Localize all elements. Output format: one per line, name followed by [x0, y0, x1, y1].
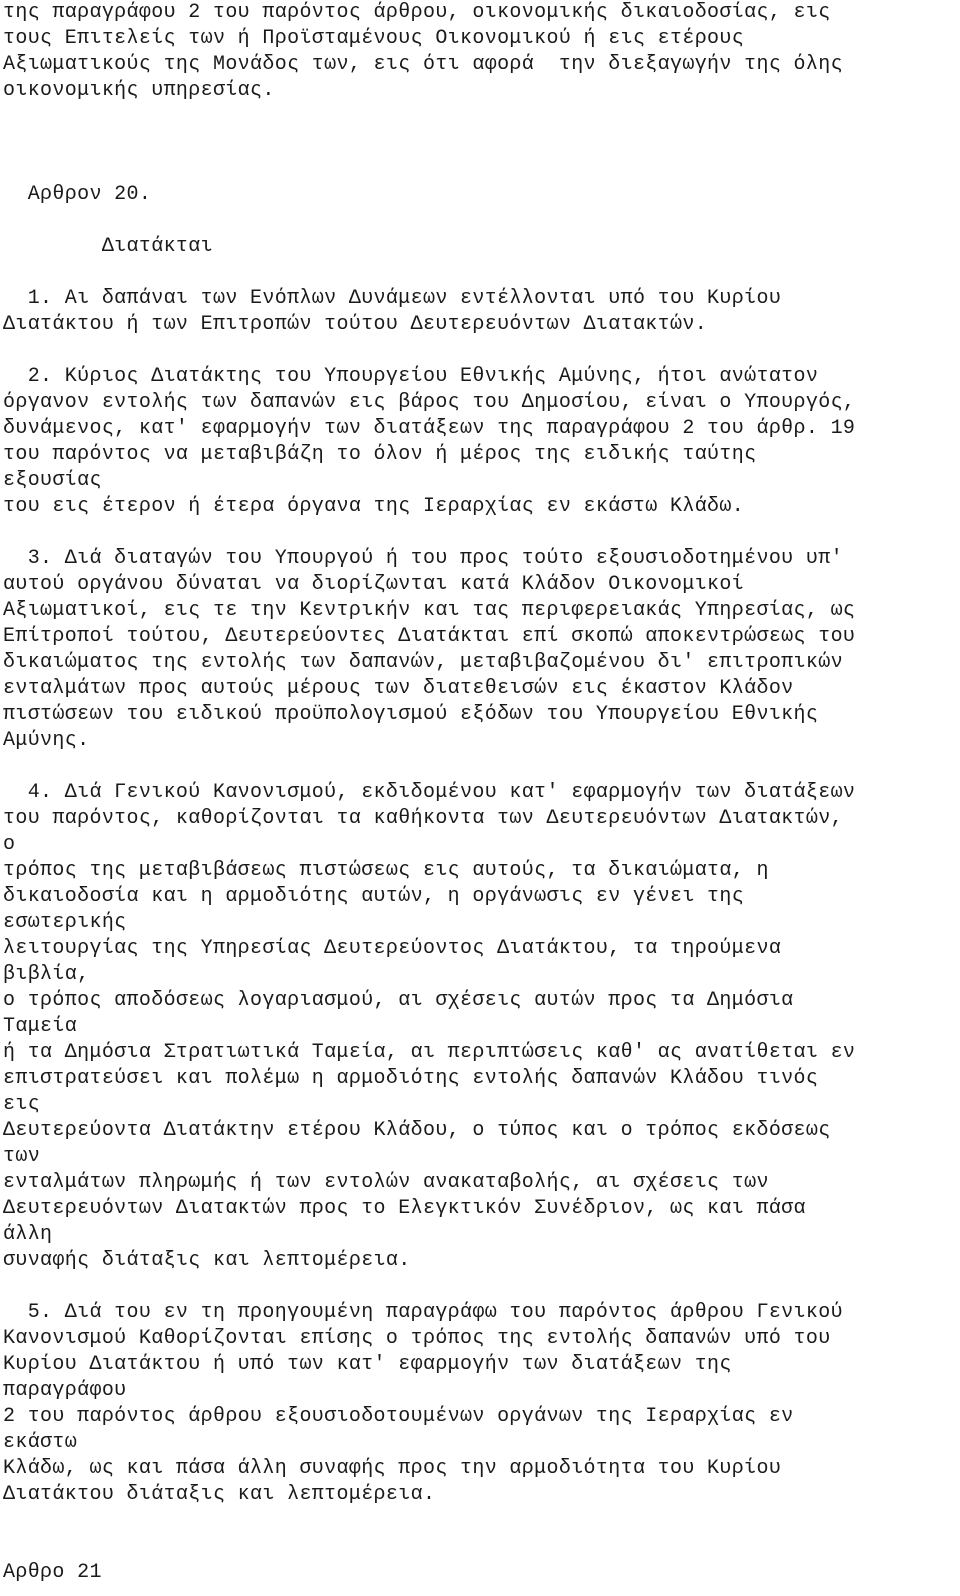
text-line: εκάστω [3, 1431, 78, 1454]
text-line: Ταμεία [3, 1015, 78, 1038]
text-line: 4. Διά Γενικού Κανονισμού, εκδιδομένου κατ' εφαρμογήν των διατάξεων [3, 781, 856, 804]
text-line: εξουσίας [3, 469, 102, 492]
text-line: άλλη [3, 1223, 53, 1246]
text-line: δυνάμενος, κατ' εφαρμογήν των διατάξεων της παραγράφου 2 του άρθρ. 19 [3, 417, 856, 440]
text-line: ο [3, 833, 16, 856]
text-line: δικαιοδοσία και η αρμοδιότης αυτών, η οργάνωσις εν γένει της [3, 885, 745, 908]
text-line [3, 1534, 953, 1560]
text-line: παραγράφου [3, 1379, 127, 1402]
text-line: εις [3, 1093, 41, 1116]
text-line: 5. Διά του εν τη προηγουμένη παραγράφω του παρόντος άρθρου Γενικού [3, 1301, 843, 1324]
text-line: Κανονισμού Καθορίζονται επίσης ο τρόπος της εντολής δαπανών υπό του [3, 1327, 831, 1350]
text-line: Διατάκται [3, 235, 213, 258]
text-line: επιστρατεύσει και πολέμω η αρμοδιότης εντολής δαπανών Κλάδου τινός [3, 1067, 819, 1090]
text-line: Επίτροποί τούτου, Δευτερεύοντες Διατάκται επί σκοπώ αποκεντρώσεως του [3, 625, 856, 648]
text-line: Κλάδω, ως και πάσα άλλη συναφής προς την αρμοδιότητα του Κυρίου [3, 1457, 782, 1480]
text-line: τρόπος της μεταβιβάσεως πιστώσεως εις αυτούς, τα δικαιώματα, η [3, 859, 769, 882]
text-line: οικονομικής υπηρεσίας. [3, 79, 275, 102]
text-line: βιβλία, [3, 963, 90, 986]
text-line: εσωτερικής [3, 911, 127, 934]
text-line [3, 260, 953, 286]
text-line: της παραγράφου 2 του παρόντος άρθρου, οικονομικής δικαιοδοσίας, εις [3, 1, 831, 24]
text-line: αυτού οργάνου δύναται να διορίζωνται κατά Κλάδον Οικονομικοί [3, 573, 745, 596]
text-line: πιστώσεων του ειδικού προϋπολογισμού εξόδων του Υπουργείου Εθνικής [3, 703, 819, 726]
text-line [3, 156, 953, 182]
text-line: ενταλμάτων προς αυτούς μέρους των διατεθεισών εις έκαστον Κλάδον [3, 677, 794, 700]
text-line: Αξιωματικούς της Μονάδος των, εις ότι αφορά την διεξαγωγήν της όλης [3, 53, 843, 76]
text-line: Αμύνης. [3, 729, 90, 752]
text-line: όργανον εντολής των δαπανών εις βάρος του Δημοσίου, είναι ο Υπουργός, [3, 391, 856, 414]
text-line [3, 338, 953, 364]
text-line: Διατάκτου διάταξις και λεπτομέρεια. [3, 1483, 436, 1506]
text-line: Διατάκτου ή των Επιτροπών τούτου Δευτερευόντων Διατακτών. [3, 313, 708, 336]
text-line: 3. Διά διαταγών του Υπουργού ή του προς τούτο εξουσιοδοτημένου υπ' [3, 547, 843, 570]
text-line [3, 208, 953, 234]
text-line [3, 130, 953, 156]
text-line: Αξιωματικοί, εις τε την Κεντρικήν και τας περιφερειακάς Υπηρεσίας, ως [3, 599, 856, 622]
text-line: του εις έτερον ή έτερα όργανα της Ιεραρχίας εν εκάστω Κλάδω. [3, 495, 745, 518]
text-line: 1. Αι δαπάναι των Ενόπλων Δυνάμεων εντέλλονται υπό του Κυρίου [3, 287, 782, 310]
text-line: Αρθρον 20. [3, 183, 152, 206]
text-line: ή τα Δημόσια Στρατιωτικά Ταμεία, αι περιπτώσεις καθ' ας ανατίθεται εν [3, 1041, 856, 1064]
text-line: συναφής διάταξις και λεπτομέρεια. [3, 1249, 411, 1272]
text-line: 2 του παρόντος άρθρου εξουσιοδοτουμένων οργάνων της Ιεραρχίας εν [3, 1405, 794, 1428]
text-line: λειτουργίας της Υπηρεσίας Δευτερεύοντος Διατάκτου, τα τηρούμενα [3, 937, 782, 960]
text-line: δικαιώματος της εντολής των δαπανών, μεταβιβαζομένου δι' επιτροπικών [3, 651, 843, 674]
text-line [3, 104, 953, 130]
text-line: Κυρίου Διατάκτου ή υπό των κατ' εφαρμογήν των διατάξεων της [3, 1353, 732, 1376]
document-body [3, 0, 953, 1586]
text-line [3, 520, 953, 546]
text-line [3, 1508, 953, 1534]
text-line: του παρόντος, καθορίζονται τα καθήκοντα των Δευτερευόντων Διατακτών, [3, 807, 843, 830]
text-line: ο τρόπος αποδόσεως λογαριασμού, αι σχέσεις αυτών προς τα Δημόσια [3, 989, 794, 1012]
text-line: του παρόντος να μεταβιβάζη το όλον ή μέρος της ειδικής ταύτης [3, 443, 757, 466]
text-line [3, 1274, 953, 1300]
text-line: των [3, 1145, 41, 1168]
text-line: Αρθρο 21 [3, 1561, 102, 1584]
text-line: ενταλμάτων πληρωμής ή των εντολών ανακαταβολής, αι σχέσεις των [3, 1171, 769, 1194]
text-line [3, 754, 953, 780]
text-line: τους Επιτελείς των ή Προϊσταμένους Οικονομικού ή εις ετέρους [3, 27, 745, 50]
text-line: Δευτερευόντων Διατακτών προς το Ελεγκτικόν Συνέδριον, ως και πάσα [3, 1197, 806, 1220]
text-line: Δευτερεύοντα Διατάκτην ετέρου Κλάδου, ο τύπος και ο τρόπος εκδόσεως [3, 1119, 831, 1142]
text-line: 2. Κύριος Διατάκτης του Υπουργείου Εθνικής Αμύνης, ήτοι ανώτατον [3, 365, 819, 388]
